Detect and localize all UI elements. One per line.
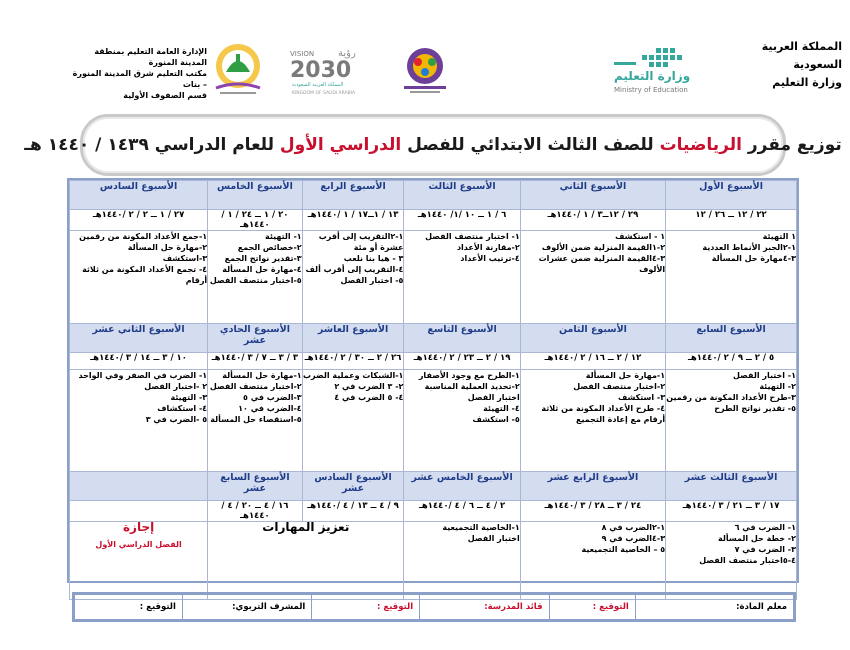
vacation-note xyxy=(70,522,207,550)
week-header-row xyxy=(70,324,797,353)
week-date: ١٧ / ٣ ــ ٢١ / ٣ /١٤٤٠هـ xyxy=(666,501,797,522)
week-date: ١٦ / ٤ ــ ٢٠ / ٤ /١٤٤٠هـ xyxy=(208,501,303,522)
title-term: الدراسي الأول xyxy=(279,135,402,155)
lesson-item: ١- اختبار الفصل xyxy=(733,371,796,380)
week-header: الأسبوع الثاني xyxy=(520,181,665,210)
header-left xyxy=(72,46,207,101)
week-lessons xyxy=(208,522,404,600)
vacation-sub-label: الفصل الدراسي الأول xyxy=(95,540,182,549)
lesson-item: ٥-اختبار منتصف الفصل xyxy=(209,276,302,285)
vision-2030-logo xyxy=(288,44,368,96)
lesson-item: ٣-استكشف xyxy=(162,254,208,263)
week-date: ٩ / ٤ ــ ١٣ / ٤ /١٤٤٠هـ xyxy=(302,501,404,522)
lesson-item: ٢ -اختبار الفصل xyxy=(144,382,208,391)
week-date-row xyxy=(70,353,797,370)
teacher-signature-label: التوقيع : xyxy=(549,595,635,620)
week-lessons xyxy=(666,231,797,324)
lesson-item: ٢- التهيئة xyxy=(759,382,796,391)
lesson-item: ٣-تقدير نواتج الجمع xyxy=(224,254,302,263)
title-part-2: للصف الثالث الابتدائي للفصل xyxy=(407,135,654,155)
lesson-item: ١- التهيئة xyxy=(265,232,302,241)
lesson-item: ٥-استقصاء حل المسألة xyxy=(210,415,302,424)
lesson-item: ٢-اختبار منتصف الفصل xyxy=(573,382,666,391)
week-header-row xyxy=(70,472,797,501)
lesson-item: ٤-مهارة حل المسألة xyxy=(222,265,302,274)
lesson-item: ٣- التهيئة xyxy=(170,393,208,402)
vision-year: 2030 xyxy=(290,58,352,83)
lesson-item: اختبار الفصل xyxy=(467,393,520,402)
lesson-item: ٥ – الخاصية التجميعية xyxy=(581,545,666,554)
lesson-item: ١-٢التقريب إلى أقرب عشرة أو مئة xyxy=(318,232,404,252)
week-lessons xyxy=(520,522,665,600)
vision-word-ar: رؤية xyxy=(338,48,356,59)
lesson-item: ٤- تجمع الأعداد المكونة من ثلاثة أرقام xyxy=(82,265,208,285)
teacher-label: معلم المادة: xyxy=(635,595,793,620)
lesson-item: ٤- التهيئة xyxy=(483,404,520,413)
week-lessons xyxy=(70,522,208,600)
signature-footer xyxy=(72,592,796,622)
lesson-item: ٢-اختبار منتصف الفصل xyxy=(209,382,302,391)
week-header xyxy=(70,472,208,501)
vacation-label: إجازة xyxy=(122,520,155,534)
week-date: ١٢ / ٢ ــ ١٦ / ٢ /١٤٤٠هـ xyxy=(520,353,665,370)
moe-logo-text: وزارة التعليم xyxy=(614,69,691,83)
lesson-item: ٤-الضرب في ١٠ xyxy=(238,404,302,413)
week-lessons xyxy=(70,231,208,324)
week-lessons xyxy=(666,522,797,600)
lesson-item: ١-الخاصية التجميعية xyxy=(442,523,520,532)
header-left-line-1: الإدارة العامة التعليم بمنطقة المدينة المنورة xyxy=(94,47,207,67)
week-lessons xyxy=(666,370,797,472)
lesson-item: ٤- ٥ الضرب في ٤ xyxy=(334,393,404,402)
week-date: ٢٤ / ٣ ــ ٢٨ / ٣ /١٤٤٠هـ xyxy=(520,501,665,522)
vision-sub-en: KINGDOM OF SAUDI ARABIA xyxy=(292,91,356,96)
lesson-item: ١ التهيئة xyxy=(762,232,796,241)
principal-signature-label: التوقيع : xyxy=(312,595,420,620)
lesson-item: ١ - استكشف xyxy=(615,232,666,241)
week-date: ٢٦ / ٢ ــ ٣٠ / ٢ /١٤٤٠هـ xyxy=(302,353,404,370)
lesson-item: ١-٢الجبر الأنماط العددية xyxy=(702,243,796,252)
title-part-3: للعام الدراسي ١٤٣٩ / ١٤٤٠ هـ xyxy=(24,135,274,155)
lesson-item: ٤- طرح الأعداد المكونة من ثلاثة أرقام مع إعادة التجميع xyxy=(541,404,666,424)
lesson-item: ٢-تحديد العملية المناسبة xyxy=(424,382,520,391)
lesson-item: ١-مهارة حل المسألة xyxy=(222,371,302,380)
week-header: الأسبوع الثالث عشر xyxy=(666,472,797,501)
week-date: ٥ / ٢ ــ ٩ / ٢ /١٤٤٠هـ xyxy=(666,353,797,370)
week-lessons xyxy=(302,370,404,472)
week-date: ٦ / ١ ــ ١٠ /١/ ١٤٤٠هـ xyxy=(404,210,520,231)
supervisor-signature-label: التوقيع : xyxy=(75,595,183,620)
kingdom-label: المملكة العربية السعودية xyxy=(761,40,842,71)
madinah-logo xyxy=(206,42,270,98)
lesson-item: اختبار الفصل xyxy=(467,534,520,543)
lesson-item: ١- الضرب في الصفر وفي الواحد xyxy=(78,371,208,380)
week-content-row xyxy=(70,370,797,472)
lesson-item: ٢-مقارنة الأعداد xyxy=(456,243,520,252)
ministry-label: وزارة التعليم xyxy=(772,76,842,89)
vision-word: VISION xyxy=(290,50,315,58)
lesson-item: ٥- اختبار الفصل xyxy=(340,276,404,285)
week-header: الأسبوع الثامن xyxy=(520,324,665,353)
primary-grades-logo xyxy=(396,44,454,96)
week-date: ٣ / ٣ ــ ٧ / ٣ /١٤٤٠هـ xyxy=(208,353,303,370)
week-lessons xyxy=(404,522,520,600)
week-lessons xyxy=(520,370,665,472)
lesson-item: ٤-التقريب إلى أقرب ألف xyxy=(305,265,404,274)
header-left-line-2: مكتب التعليم شرق المدينة المنورة – بنات xyxy=(72,69,207,89)
week-date-row xyxy=(70,210,797,231)
lesson-item: ٥- تقدير نواتج الطرح xyxy=(714,404,796,413)
week-date: ٢٩ / ١٢ــ٣ / ١ /١٤٤٠هـ xyxy=(520,210,665,231)
vision-sub-ar: المملكة العربية السعودية xyxy=(292,82,344,88)
week-header: الأسبوع السابع عشر xyxy=(208,472,303,501)
week-header: الأسبوع الخامس xyxy=(208,181,303,210)
week-header: الأسبوع الخامس عشر xyxy=(404,472,520,501)
lesson-item: ٢- خطة حل المسألة xyxy=(718,534,796,543)
lesson-item: ٣ - هيا بنا نلعب xyxy=(343,254,404,263)
lesson-item: ١-٢الضرب في ٨ xyxy=(601,523,666,532)
week-date: ٢٢ / ١٢ ــ ٢٦ / ١٢ xyxy=(666,210,797,231)
week-header: الأسبوع الثالث xyxy=(404,181,520,210)
week-lessons xyxy=(404,370,520,472)
week-lessons xyxy=(70,370,208,472)
week-header: الأسبوع الحادي عشر xyxy=(208,324,303,353)
lesson-item: ٥- استكشف xyxy=(472,415,520,424)
lesson-item: ٤- استكشاف xyxy=(157,404,208,413)
skills-reinforcement-label: تعزيز المهارات xyxy=(262,520,350,534)
week-header: الأسبوع السادس xyxy=(70,181,208,210)
week-lessons xyxy=(208,231,303,324)
week-header: الأسبوع السابع xyxy=(666,324,797,353)
week-date: ١٠ / ٣ ــ ١٤ / ٣ /١٤٤٠هـ xyxy=(70,353,208,370)
plan-table xyxy=(67,178,799,583)
lesson-item: ٤-ترتيب الأعداد xyxy=(460,254,520,263)
week-header: الأسبوع الأول xyxy=(666,181,797,210)
week-header: الأسبوع العاشر xyxy=(302,324,404,353)
week-header: الأسبوع الرابع عشر xyxy=(520,472,665,501)
principal-label: قائد المدرسة: xyxy=(420,595,549,620)
lesson-item: ٢-١القيمة المنزلية ضمن الألوف xyxy=(541,243,666,252)
lesson-item: ٢- ٣ الضرب في ٢ xyxy=(334,382,404,391)
title-part-1: توزيع مقرر xyxy=(747,135,842,155)
header-right xyxy=(727,38,842,92)
week-header: الأسبوع التاسع xyxy=(404,324,520,353)
header-left-line-3: قسم الصفوف الأولية xyxy=(123,91,207,100)
lesson-item: ١-الشبكات وعملية الضرب xyxy=(302,371,404,380)
week-header: الأسبوع الرابع xyxy=(302,181,404,210)
lesson-item: ١-الطرح مع وجود الأصفار xyxy=(418,371,520,380)
lesson-item: ٣-الضرب في ٥ xyxy=(243,393,302,402)
week-date xyxy=(70,501,208,522)
lesson-item: ١- اختبار منتصف الفصل xyxy=(425,232,520,241)
lesson-item: ١-مهارة حل المسألة xyxy=(585,371,666,380)
week-content-row xyxy=(70,522,797,600)
lesson-item: ٢-خصائص الجمع xyxy=(237,243,302,252)
week-date: ١٩ / ٢ ــ ٢٣ / ٢ /١٤٤٠هـ xyxy=(404,353,520,370)
week-lessons xyxy=(208,370,303,472)
lesson-item: ٣-٤الضرب في ٩ xyxy=(601,534,666,543)
week-date: ١٣ / ١ــ١٧ / ١ /١٤٤٠هـ xyxy=(302,210,404,231)
lesson-item: ٣-طرح الأعداد المكونة من رقمين xyxy=(666,393,796,402)
title-box xyxy=(24,114,842,176)
lesson-item: ١- الضرب في ٦ xyxy=(734,523,796,532)
week-date-row xyxy=(70,501,797,522)
week-content-row xyxy=(70,231,797,324)
lesson-item: ١-جمع الأعداد المكونة من رقمين xyxy=(79,232,208,241)
week-header-row xyxy=(70,181,797,210)
moe-logo-en: Ministry of Education xyxy=(614,86,688,94)
moe-logo xyxy=(612,42,707,97)
week-date: ٢ / ٤ ــ ٦ / ٤ /١٤٤٠هـ xyxy=(404,501,520,522)
lesson-item: ٣- الضرب في ٧ xyxy=(734,545,796,554)
week-lessons xyxy=(302,231,404,324)
lesson-item: ٣-٤القيمة المنزلية ضمن عشرات الألوف xyxy=(538,254,666,274)
week-date: ٢٧ / ١ ــ ٢ / ٢ /١٤٤٠هـ xyxy=(70,210,208,231)
lesson-item: ٥ -الضرب في ٣ xyxy=(145,415,208,424)
supervisor-label: المشرف التربوي: xyxy=(182,595,311,620)
page-title xyxy=(24,135,842,155)
week-header: الأسبوع الثاني عشر xyxy=(70,324,208,353)
lesson-item: ٤-٥اختبار منتصف الفصل xyxy=(699,556,796,565)
week-lessons xyxy=(520,231,665,324)
title-subject: الرياضيات xyxy=(659,135,742,155)
lesson-item: ٣- استكشف xyxy=(617,393,666,402)
lesson-item: ٣-٤مهارة حل المسألة xyxy=(711,254,796,263)
lesson-item: ٢-مهارة حل المسألة xyxy=(127,243,208,252)
week-header: الأسبوع السادس عشر xyxy=(302,472,404,501)
week-lessons xyxy=(404,231,520,324)
week-date: ٢٠ / ١ ــ ٢٤ / ١ /١٤٤٠هـ xyxy=(208,210,303,231)
